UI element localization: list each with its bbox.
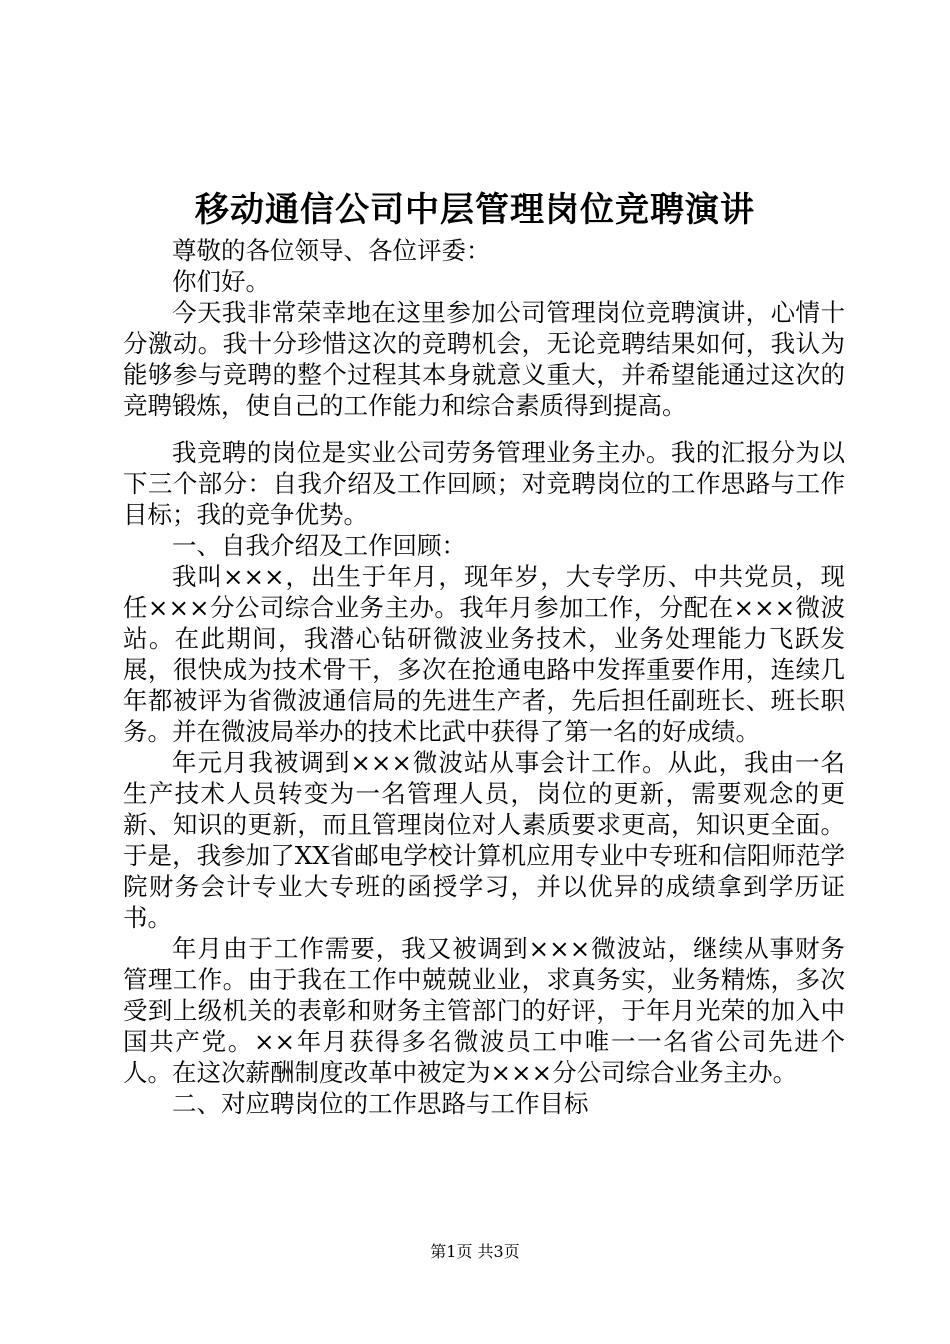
salutation: 尊敬的各位领导、各位评委： <box>172 236 491 265</box>
paragraph-transfer: 年元月我被调到×××微波站从事会计工作。从此，我由一名生产技术人员转变为一名管理人员，岗位的更新，需要观念的更新、知识的更新，而且管理岗位对人素质要求更高，知识更全面。于是，我参加了XX省邮电学校计算机应用专业中专班和信阳师范学院财务会计专业大专班的函授学习，并以优异的成绩拿到学历证书。 <box>123 748 845 932</box>
paragraph-position: 我竞聘的岗位是实业公司劳务管理业务主办。我的汇报分为以下三个部分：自我介绍及工作回顾；对竞聘岗位的工作思路与工作目标；我的竞争优势。 <box>123 438 845 529</box>
paragraph-intro: 今天我非常荣幸地在这里参加公司管理岗位竞聘演讲，心情十分激动。我十分珍惜这次的竞聘机会，无论竞聘结果如何，我认为能够参与竞聘的整个过程其本身就意义重大，并希望能通过这次的竞聘锻炼，使自己的工作能力和综合素质得到提高。 <box>123 298 845 420</box>
document-body <box>123 235 845 1119</box>
paragraph-finance: 年月由于工作需要，我又被调到×××微波站，继续从事财务管理工作。由于我在工作中兢兢业业，求真务实，业务精炼，多次受到上级机关的表彰和财务主管部门的好评，于年月光荣的加入中国共产党。××年月获得多名微波员工中唯一一名省公司先进个人。在这次薪酬制度改革中被定为×××分公司综合业务主办。 <box>123 934 845 1087</box>
greeting: 你们好。 <box>172 267 270 296</box>
page-footer: 第1页 共3页 <box>430 1242 520 1261</box>
section-heading-1: 一、自我介绍及工作回顾： <box>172 531 466 560</box>
paragraph-self-intro: 我叫×××，出生于年月，现年岁，大专学历、中共党员，现任×××分公司综合业务主办。我年月参加工作，分配在×××微波站。在此期间，我潜心钻研微波业务技术，业务处理能力飞跃发展，很快成为技术骨干，多次在抢通电路中发挥重要作用，连续几年都被评为省微波通信局的先进生产者，先后担任副班长、班长职务。并在微波局举办的技术比武中获得了第一名的好成绩。 <box>123 562 845 746</box>
section-heading-2: 二、对应聘岗位的工作思路与工作目标 <box>172 1089 589 1118</box>
document-title: 移动通信公司中层管理岗位竞聘演讲 <box>195 190 755 230</box>
